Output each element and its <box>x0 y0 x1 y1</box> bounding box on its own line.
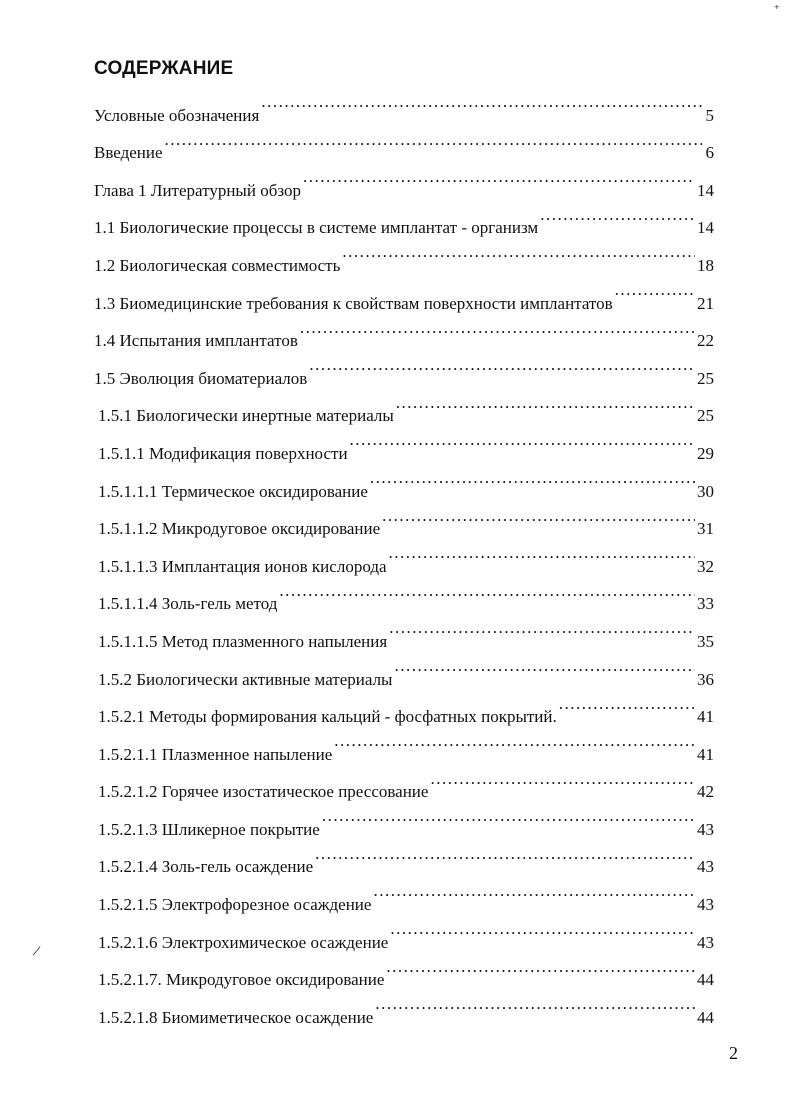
toc-dot-leader <box>375 985 695 1023</box>
toc-entry-page: 33 <box>697 594 714 614</box>
toc-entry-page: 30 <box>697 481 714 501</box>
toc-entry-page: 29 <box>697 443 714 463</box>
toc-dot-leader <box>370 459 695 497</box>
toc-entry-title: 1.5.1.1.5 Метод плазменного напыления <box>98 631 388 651</box>
toc-entry-page: 25 <box>697 406 714 426</box>
table-of-contents <box>94 83 714 1027</box>
toc-entry-page: 43 <box>697 932 714 952</box>
toc-entry-title: 1.5.2.1 Методы формирования кальций - фосфатных покрытий. <box>98 707 557 727</box>
toc-dot-leader <box>382 497 695 535</box>
toc-entry-page: 43 <box>697 857 714 877</box>
toc-dot-leader <box>322 797 695 835</box>
toc-dot-leader <box>279 572 695 610</box>
toc-entry-page: 18 <box>697 255 714 275</box>
toc-dot-leader <box>315 835 695 873</box>
toc-entry-page: 35 <box>697 631 714 651</box>
toc-entry-title: 1.5.1.1.4 Золь-гель метод <box>98 594 278 614</box>
toc-dot-leader <box>300 309 695 347</box>
toc-dot-leader <box>309 346 695 384</box>
toc-entry-page: 43 <box>697 895 714 915</box>
toc-entry-title: 1.5.1.1 Модификация поверхности <box>98 443 348 463</box>
toc-entry-page: 44 <box>697 1007 714 1027</box>
toc-entry-page: 44 <box>697 970 714 990</box>
toc-entry-title: 1.1 Биологические процессы в системе имплантат - организм <box>94 218 539 238</box>
toc-dot-leader <box>394 647 695 685</box>
toc-dot-leader <box>165 121 702 159</box>
toc-entry-title: 1.5.2.1.7. Микродуговое оксидирование <box>98 970 385 990</box>
toc-entry-page: 42 <box>697 782 714 802</box>
toc-entry-page: 36 <box>697 669 714 689</box>
page-number: 2 <box>729 1043 738 1063</box>
toc-entry-title: 1.5.2.1.8 Биомиметическое осаждение <box>98 1007 374 1027</box>
corner-mark: ⁺ <box>773 2 780 16</box>
toc-entry-title: 1.5.2.1.6 Электрохимическое осаждение <box>98 932 389 952</box>
stray-mark: / <box>31 942 42 961</box>
toc-entry-page: 41 <box>697 707 714 727</box>
toc-dot-leader <box>389 609 695 647</box>
toc-dot-leader <box>303 158 695 196</box>
toc-dot-leader <box>350 421 695 459</box>
toc-entry-title: 1.2 Биологическая совместимость <box>94 255 341 275</box>
toc-entry-page: 32 <box>697 556 714 576</box>
toc-entry-title: 1.5.2.1.4 Золь-гель осаждение <box>98 857 314 877</box>
toc-entry-page: 14 <box>697 218 714 238</box>
toc-entry-title: 1.5.2.1.5 Электрофорезное осаждение <box>98 895 372 915</box>
toc-entry-page: 6 <box>705 143 714 163</box>
toc-entry-page: 25 <box>697 368 714 388</box>
toc-entry-title: Введение <box>94 143 163 163</box>
toc-dot-leader <box>261 83 702 121</box>
toc-dot-leader <box>373 872 695 910</box>
toc-entry-page: 41 <box>697 744 714 764</box>
toc-entry-title: Глава 1 Литературный обзор <box>94 180 301 200</box>
toc-dot-leader <box>540 196 695 234</box>
toc-entry-page: 22 <box>697 331 714 351</box>
toc-dot-leader <box>615 271 695 309</box>
toc-entry <box>94 158 714 200</box>
toc-dot-leader <box>430 760 695 798</box>
toc-dot-leader <box>334 722 695 760</box>
toc-entry-title: 1.5.1 Биологически инертные материалы <box>98 406 394 426</box>
toc-entry-page: 21 <box>697 293 714 313</box>
toc-entry-title: 1.5 Эволюция биоматериалов <box>94 368 308 388</box>
toc-entry-page: 43 <box>697 819 714 839</box>
toc-entry-title: 1.3 Биомедицинские требования к свойствам поверхности имплантатов <box>94 293 613 313</box>
toc-dot-leader <box>390 910 695 948</box>
toc-entry-title: Условные обозначения <box>94 105 260 125</box>
toc-entry-title: 1.5.2 Биологически активные материалы <box>98 669 393 689</box>
toc-entry-title: 1.5.2.1.1 Плазменное напыление <box>98 744 333 764</box>
toc-dot-leader <box>559 685 695 723</box>
toc-dot-leader <box>386 948 695 986</box>
toc-entry-page: 14 <box>697 180 714 200</box>
toc-entry-title: 1.5.1.1.2 Микродуговое оксидирование <box>98 519 381 539</box>
toc-entry-title: 1.5.2.1.2 Горячее изостатическое прессование <box>98 782 429 802</box>
toc-entry-title: 1.5.1.1.1 Термическое оксидирование <box>98 481 368 501</box>
toc-entry-page: 31 <box>697 519 714 539</box>
toc-entry-title: 1.5.2.1.3 Шликерное покрытие <box>98 819 320 839</box>
toc-entry-title: 1.4 Испытания имплантатов <box>94 331 298 351</box>
toc-dot-leader <box>389 534 695 572</box>
toc-entry <box>94 83 714 125</box>
toc-dot-leader <box>342 233 695 271</box>
toc-entry-page: 5 <box>705 105 714 125</box>
page-title: СОДЕРЖАНИЕ <box>94 58 234 79</box>
toc-dot-leader <box>396 384 695 422</box>
toc-entry-title: 1.5.1.1.3 Имплантация ионов кислорода <box>98 556 387 576</box>
toc-entry <box>94 121 714 163</box>
